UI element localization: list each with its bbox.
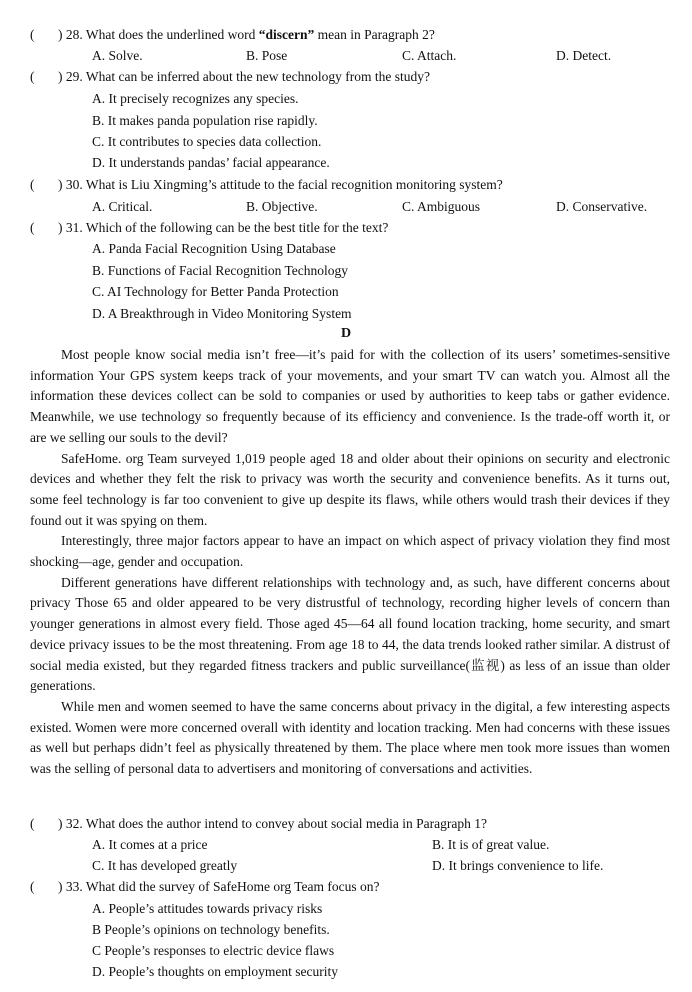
option-c: C. It has developed greatly [92,858,238,873]
question-text-tail: mean in Paragraph 2? [314,27,435,42]
option-a: A. Solve. [92,48,143,63]
option-b: B. Functions of Facial Recognition Technology [92,263,349,278]
option-b: B People’s opinions on technology benefits. [92,922,330,937]
question-31-stem [30,219,388,237]
option-d: D. Detect. [556,48,612,63]
answer-blank[interactable]: ( [30,879,35,894]
question-text: ) 29. What can be inferred about the new technology from the study? [58,69,431,84]
question-text: ) 33. What did the survey of SafeHome org Team focus on? [58,879,380,894]
question-text: ) 28. What does the underlined word [58,27,259,42]
passage-paragraph-1: Most people know social media isn’t free—it’s paid for with the collection of its users’ sometimes-sensitive information Your GPS system keeps track of your movements, and your smart TV can watch you. Almost all the information these devices collect can be sold to companies or used by authorities to keep tabs or gather evidence. Meanwhile, we use technology so frequently because of its efficiency and convenience. Is the trade-off worth it, or are we selling our souls to the devil? [30,347,670,445]
question-text: ) 31. Which of the following can be the best title for the text? [58,220,389,235]
answer-blank[interactable]: ( [30,816,35,831]
option-d: D. It understands pandas’ facial appearance. [92,155,330,170]
option-d: D. A Breakthrough in Video Monitoring System [92,306,352,321]
option-b: B. Pose [246,48,288,63]
question-29-stem [30,68,430,86]
option-b: B. Objective. [246,199,318,214]
option-d: D. People’s thoughts on employment security [92,964,338,979]
option-c: C. Ambiguous [402,199,481,214]
answer-blank[interactable]: ( [30,220,35,235]
passage-paragraph-3: Interestingly, three major factors appear to have an impact on which aspect of privacy violation they find most shocking—age, gender and occupation. [30,533,670,570]
option-d: D. It brings convenience to life. [432,858,604,873]
option-a: A. It comes at a price [92,837,208,852]
option-a: A. Panda Facial Recognition Using Database [92,241,336,256]
question-32-stem [30,815,487,833]
option-b: B. It is of great value. [432,837,550,852]
question-33-stem [30,878,379,896]
underlined-word: “discern” [258,27,315,42]
passage-paragraph-5: While men and women seemed to have the same concerns about privacy in the digital, a few interesting aspects existed. Women were more concerned overall with identity and location tracking. Men had concerns with these issues as well but perhaps didn’t feel as physically threatened by them. The place where men took more issues than women was the selling of personal data to advertisers and monitoring of conversations and activities. [30,698,670,777]
option-a: A. Critical. [92,199,153,214]
answer-blank[interactable]: ( [30,27,35,42]
passage-paragraph-4: Different generations have different relationships with technology and, as such, have different concerns about privacy Those 65 and older appeared to be very distrustful of technology, recording higher levels of concern than younger generations in almost every field. Those aged 45—64 all found location tracking, home security, and smart device privacy issues to be the most threatening. From age 18 to 44, the data trends looked rather similar. A distrust of social media existed, but they regarded fitness trackers and public surveillance(监视) as less of an issue than older generations. [30,574,670,694]
option-c: C. It contributes to species data collection. [92,134,322,149]
option-d: D. Conservative. [556,199,648,214]
option-a: A. It precisely recognizes any species. [92,91,299,106]
question-text: ) 32. What does the author intend to convey about social media in Paragraph 1? [58,816,488,831]
answer-blank[interactable]: ( [30,69,35,84]
answer-blank[interactable]: ( [30,177,35,192]
question-28-stem [30,26,435,44]
question-text: ) 30. What is Liu Xingming’s attitude to the facial recognition monitoring system? [58,177,503,192]
passage-paragraph-2: SafeHome. org Team surveyed 1,019 people aged 18 and older about their opinions on security and electronic devices and whether they felt the risk to privacy was worth the security and convenience benefits. As it turns out, some feel technology is far too convenient to give up despite its flaws, while others would trash their devices if they found out it was spying on them. [30,450,670,528]
passage-d [30,345,670,780]
option-b: B. It makes panda population rise rapidly. [92,113,318,128]
option-c: C. Attach. [402,48,457,63]
option-a: A. People’s attitudes towards privacy risks [92,901,323,916]
section-title: D [340,326,352,341]
option-c: C People’s responses to electric device flaws [92,943,335,958]
question-30-stem [30,176,503,194]
option-c: C. AI Technology for Better Panda Protection [92,284,339,299]
